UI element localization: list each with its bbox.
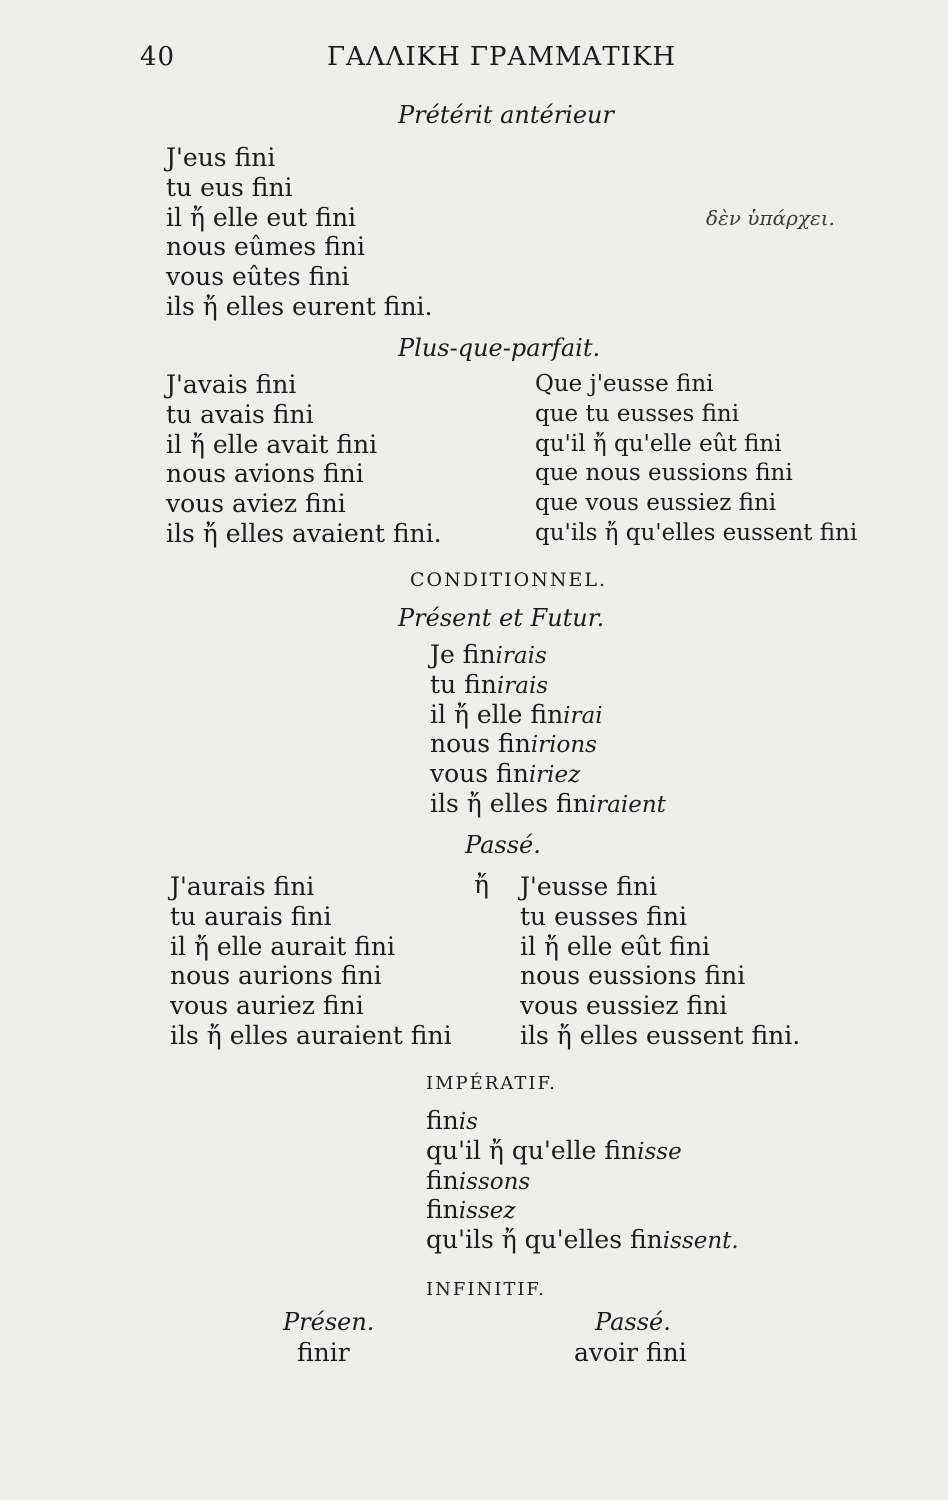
conjugation-line: Que j'eusse fini [535, 371, 714, 397]
conditionnel-present-conjugation [430, 640, 666, 819]
conjugation-line: ils ἤ elles eussent fini. [520, 1020, 801, 1050]
conjugation-line: nous aurions fini [170, 961, 382, 991]
page-number: 40 [140, 42, 176, 72]
conjugation-line: ils ἤ elles auraient fini [170, 1020, 452, 1050]
conjugation-line: tu aurais fini [170, 901, 332, 931]
conditionnel-passe-first-form [170, 872, 452, 1051]
imperatif-conjugation [426, 1106, 739, 1255]
conjugation-line: ils ἤ elles avaient fini. [166, 518, 442, 548]
conjugation-line: vous auriez fini [170, 991, 364, 1021]
conjugation-line: nous finirions [430, 729, 597, 759]
conjugation-line: ils ἤ elles eurent fini. [166, 291, 433, 321]
conjugation-line: il ἤ elle eût fini [520, 931, 711, 961]
conjugation-line: tu avais fini [166, 399, 314, 429]
conjugation-line: finissons [426, 1165, 531, 1195]
section-heading-plus-que-parfait: Plus-que-parfait. [398, 334, 601, 362]
conjugation-line: qu'il ἤ qu'elle finisse [426, 1135, 682, 1165]
conjugation-line: que nous eussions fini [535, 460, 793, 487]
subsection-heading-passe: Passé. [465, 831, 541, 859]
preterit-anterieur-conjugation [166, 143, 433, 322]
conjugation-line: Je finirais [430, 640, 547, 669]
conjugation-line: tu eusses fini [520, 901, 687, 931]
conditionnel-passe-second-form [520, 872, 800, 1051]
subsection-heading-present-futur: Présent et Futur. [398, 604, 605, 632]
conjugation-line: qu'il ἤ qu'elle eût fini [535, 430, 782, 457]
conjugation-line: J'eus fini [166, 143, 276, 172]
conjugation-line: vous aviez fini [166, 489, 346, 519]
alternative-marker: ἤ [474, 870, 489, 899]
conjugation-line: tu eus fini [166, 172, 293, 202]
conjugation-line: J'avais fini [166, 370, 297, 399]
conjugation-line: il ἤ elle finirai [430, 699, 603, 729]
section-heading-infinitif: INFINITIF. [426, 1279, 546, 1300]
conjugation-line: que tu eusses fini [535, 400, 740, 427]
conjugation-line: il ἤ elle avait fini [166, 429, 378, 459]
conjugation-line: il ἤ elle aurait fini [170, 931, 396, 961]
handwritten-note: δὲν ὑπάρχει. [706, 206, 835, 230]
conjugation-line: nous avions fini [166, 459, 364, 489]
infinitif-passe-heading: Passé. [595, 1308, 671, 1336]
section-heading-preterit-anterieur: Prétérit antérieur [398, 101, 614, 129]
conjugation-line: nous eûmes fini [166, 232, 365, 262]
infinitif-present-value: finir [297, 1338, 350, 1367]
running-title: ΓΑΛΛΙΚΗ ΓΡΑΜΜΑΤΙΚΗ [327, 42, 677, 72]
conjugation-line: tu finirais [430, 669, 549, 699]
conjugation-line: qu'ils ἤ qu'elles finissent. [426, 1225, 739, 1255]
infinitif-passe-value: avoir fini [574, 1338, 687, 1367]
conjugation-line: finissez [426, 1195, 516, 1225]
conjugation-line: vous eussiez fini [520, 991, 728, 1021]
conjugation-line: vous eûtes fini [166, 262, 350, 292]
plus-que-parfait-indicative [166, 370, 442, 549]
infinitif-present-heading: Présen. [283, 1308, 375, 1336]
section-heading-conditionnel: CONDITIONNEL. [410, 569, 608, 591]
conjugation-line: il ἤ elle eut fini [166, 202, 357, 232]
conjugation-line: ils ἤ elles finiraient [430, 788, 666, 818]
conjugation-line: que vous eussiez fini [535, 490, 777, 517]
conjugation-line: vous finiriez [430, 759, 581, 789]
section-heading-imperatif: IMPÉRATIF. [426, 1073, 557, 1094]
plus-que-parfait-subjunctive [535, 370, 857, 549]
conjugation-line: nous eussions fini [520, 961, 746, 991]
conjugation-line: finis [426, 1106, 478, 1135]
conjugation-line: J'eusse fini [520, 872, 657, 901]
conjugation-line: J'aurais fini [170, 872, 315, 901]
conjugation-line: qu'ils ἤ qu'elles eussent fini [535, 519, 858, 546]
